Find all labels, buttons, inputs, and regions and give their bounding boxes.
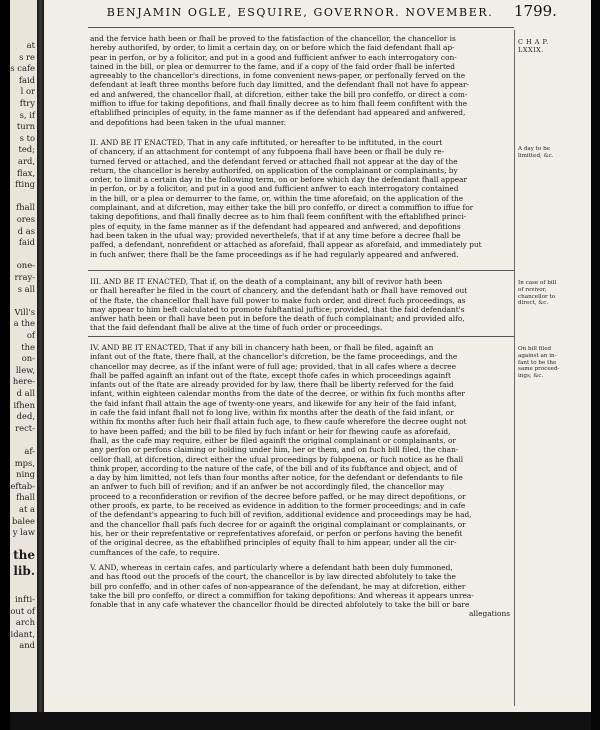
text-line: or fhall hereafter be filed in the court of chancery, and the defendant hath or fhall have removed out [90, 286, 468, 296]
text-line: taking depofitions, and fhall finally decree as to him fhall feem confiftent with the eftablifhed princi- [90, 212, 467, 222]
text-line: defendant at leaft three months before fuch day limitted, and the defendant fhall not have fo appear- [90, 80, 470, 90]
chapter-marker [518, 38, 568, 54]
left-page-fragment: Vill's [14, 306, 35, 317]
left-page-fragment: s, if [19, 109, 35, 120]
text-line: anfwer hath been or fhall have been put in before the death of fuch complainant; and provided alfo, [90, 314, 465, 324]
left-page-fragment: s all [17, 283, 35, 294]
left-page-fragment: ftry [19, 98, 35, 108]
left-page-fragment: ted; [18, 144, 35, 155]
text-line: fhall be paffed againft an infant out of the ftate, except thofe cafes in which proceedings againft [90, 370, 451, 380]
text-line: cumftances of the cafe, to require. [90, 547, 220, 557]
text-line: of the ftate, the chancellor fhall have full power to make fuch order, and direct fuch proceedings, as [90, 295, 466, 305]
text-line: turned ferved or attached, and the defendant ferved or attached fhall not appear at the day of the [90, 156, 458, 166]
text-line: a day by him limitted, not lefs than four months after notice, for the defendant or defendants to file [90, 473, 463, 483]
text-line: in the bill, or a plea or demurrer to the fame, or, within the time aforefaid, on the application of the [90, 193, 464, 203]
text-line: miffion to iffue for taking depofitions, and fhall finally decree as to him fhall feem confiftent with the [90, 99, 468, 109]
margin-note-infant-bill [518, 346, 568, 380]
text-line: think proper, according to the nature of the cafe, of the bill and of its fubftance and object, and of [90, 463, 457, 473]
text-line: that the faid defendant fhall be alive at the time of fuch order or proceedings. [90, 323, 383, 333]
left-page-fragment: s re [19, 51, 35, 62]
text-line: to have been paffed; and the bill to be filed by fuch infant or heir for fhewing caufe as aforefaid, [90, 426, 451, 436]
text-line: of chancery, if an attachment for contempt of any fubpoena fhall have been or fhall be duly re- [90, 147, 445, 157]
note-line: ings, &c. [518, 373, 544, 380]
text-line: other proofs, ex parte, to be received as evidence in addition to the former proceedings; and in cafe [90, 501, 466, 511]
text-line: and the chancellor fhall pafs fuch decree for or againft the original complainant or complainants, or [90, 519, 466, 529]
left-page-fragment: llew, [15, 364, 35, 375]
text-line: II. AND BE IT ENACTED, That in any cafe inftituted, or hereafter to be inftituted, in the court [90, 138, 443, 147]
text-line: of the original decree, as the eftablifhed principles of equity fhall to him appear, under all the cir- [90, 538, 457, 548]
text-line: in cafe the faid infant fhall not fo long live, within fix months after the death of the faid infant, or [90, 408, 454, 418]
text-line: bill pro confeffo, and in other cafes of non-appearance of the defendant, he may at difcretion, either [90, 581, 466, 591]
left-page-edge [10, 0, 37, 712]
left-page-fragment: fting [15, 179, 35, 190]
paragraph-1 [90, 34, 510, 127]
paragraph-5 [90, 563, 510, 619]
text-line: in fuch anfwer, there fhall be the fame proceedings as if he had regularly appeared and anfwered. [90, 249, 459, 259]
left-page-fragment: faid [18, 237, 35, 248]
text-line: and depofitions had been taken in the ufual manner. [90, 117, 286, 127]
paragraph-4 [90, 343, 510, 557]
chapter-number: LXXIX. [518, 46, 544, 54]
margin-rule [514, 30, 515, 706]
left-page-fragment: infti- [14, 594, 35, 604]
margin-note-bill-of-revivor [518, 280, 568, 307]
book-gutter [37, 0, 44, 712]
margin-note-day-limited [518, 146, 568, 160]
paragraph-2 [90, 138, 510, 259]
left-page-fragment: one- [16, 260, 35, 271]
note-line: same proceed- [518, 366, 560, 373]
left-page-fragment: l or [20, 86, 35, 97]
text-line: proceed to a reconfideration or revifion of the decree before paffed, or he may direct depofitions, or [90, 491, 466, 501]
text-line: V. AND, whereas in certain cafes, and particularly where a defendant hath been duly fummoned, [90, 563, 453, 572]
chapter-label: C H A P. [518, 38, 549, 46]
text-line: infant, within eighteen calendar months from the date of the decree, or within fix fuch months after [90, 389, 465, 399]
running-head: BENJAMIN OGLE, ESQUIRE, GOVERNOR. NOVEMBER. [106, 6, 494, 19]
text-line: and has ftood out the procefs of the court, the chancellor is by law directed abfolutely to take the [90, 572, 456, 582]
left-page-fragment: faid [18, 74, 35, 85]
left-page-fragment: the [21, 341, 35, 352]
left-page-fragment: y law [12, 527, 35, 538]
left-page-fragment: arch [15, 617, 35, 628]
note-line: In case of bill [518, 280, 557, 286]
text-line: pear in perfon, or by a folicitor, and put in a good and fufficient anfwer to each interrogatory con- [90, 52, 457, 62]
text-line: take the bill pro confeffo, or direct a commiffion for taking depofitions: And whereas it appears unrea- [90, 590, 474, 600]
text-line: and the fervice hath been or fhall be proved to the fatisfaction of the chancellor, the chancellor is [90, 34, 456, 43]
text-line: fonable that in any cafe whatever the chancellor fhould be directed abfolutely to take the bill or bare [90, 600, 470, 610]
left-page-fragment: on- [21, 353, 35, 364]
text-line: hereby authorifed, by order, to limit a certain day, on or before which the faid defendant fhall ap- [90, 43, 455, 53]
left-page-fragment: mps, [14, 457, 35, 468]
text-line: an anfwer to fuch bill of revifion; and if an anfwer be not accordingly filed, the chancellor may [90, 482, 445, 492]
text-line: his, her or their reprefentative or reprefentatives aforefaid, or perfon or perfons having the benefit [90, 528, 463, 538]
right-edge-shadow [591, 0, 600, 730]
bottom-shadow [10, 712, 591, 730]
left-page-fragment: rect- [15, 422, 35, 433]
left-page-fragment: at [26, 40, 35, 50]
left-page-fragment: d as [17, 225, 35, 236]
note-line: fant to be the [518, 359, 557, 366]
note-line: A day to be [518, 146, 550, 152]
left-page-fragment: rray- [14, 272, 35, 282]
page-year: 1799. [514, 2, 557, 20]
left-page-fragment: ded, [16, 411, 35, 422]
text-line: ed and anfwered, the chancellor fhall, at difcretion, either take the bill pro confeffo, or direct a com- [90, 89, 468, 99]
left-page-fragment: a the [13, 318, 35, 329]
text-line: ples of equity, in the fame manner as if the defendant had appeared and anfwered, and depofitions [90, 221, 461, 231]
text-line: infants out of the ftate are already provided for by law, there fhall be liberty referved for the faid [90, 380, 454, 390]
left-page-fragment: here- [12, 376, 35, 387]
left-page-fragment: turn [16, 121, 35, 132]
text-line: complainant, and at difcretion, may either take the bill pro confeffo, or direct a commiffion to iffue for [90, 203, 474, 213]
left-page-fragment: af- [24, 446, 35, 456]
left-page-fragment: d all [16, 388, 35, 398]
text-line: order, to limit a certain day in the following term, on or before which day the defendant fhall appear [90, 175, 468, 185]
left-page-fragment: eftab- [10, 480, 35, 491]
right-page [44, 0, 591, 712]
text-line: tained in the bill, or plea or demurrer to the fame, and if a copy of the faid order fhall be inferted [90, 61, 456, 71]
text-line: return, the chancellor is hereby authorifed, on application of the complainant or complainants, by [90, 165, 458, 175]
left-page-fragment: fhall [16, 202, 35, 213]
left-page-fragment: the [13, 548, 35, 563]
text-line: agreeably to the chancellor's directions, in fome convenient news-paper, or perfonally ferved on the [90, 71, 466, 81]
section-rule [88, 336, 514, 337]
left-page-fragment: balee [12, 515, 35, 526]
left-page-fragment: out of [10, 605, 35, 616]
note-line: of revivor, [518, 286, 547, 293]
text-line: allegations [469, 609, 510, 619]
note-line: chancellor to [518, 293, 556, 300]
section-rule [88, 270, 514, 271]
left-page-fragment: s to [19, 132, 35, 143]
book-spine-shadow [0, 0, 10, 730]
left-page-fragment: lib. [13, 564, 35, 579]
left-page-fragment: flax, [17, 167, 35, 178]
text-line: chancellor may decree, as if the infant were of full age; provided, that in all cafes where a decree [90, 361, 456, 371]
left-page-fragment: ifhen [13, 399, 35, 410]
paragraph-3 [90, 277, 510, 333]
left-page-fragment: and [19, 640, 35, 651]
text-line: the faid infant fhall attain the age of twenty-one years, and likewife for any heir of the faid infant, [90, 398, 457, 408]
text-line: fhall, as the cafe may require, either be filed againft the original complainant or complainants, or [90, 435, 456, 445]
left-page-fragment: of [26, 330, 35, 340]
text-line: may appear to him beft calculated to promote fubftantial juftice; provided, that the faid defendant's [90, 304, 465, 314]
note-line: On bill filed [518, 346, 552, 352]
text-line: within fix months after fuch heir fhall attain fuch age, to fhew caufe wherefore the decree ought not [90, 417, 467, 427]
text-line: any perfon or perfons claiming or holding under him, her or them, and on fuch bill filed, the chan- [90, 445, 459, 455]
left-page-fragment: idant, [10, 628, 35, 639]
left-page-fragment: at a [18, 504, 35, 514]
text-line: infant out of the ftate, there fhall, at the chancellor's difcretion, be the fame proceedings, and the [90, 352, 458, 362]
left-page-fragment: fhall [16, 492, 35, 503]
left-page-fragment: ard, [17, 156, 35, 166]
left-page-fragment: ning [16, 469, 35, 480]
text-line: cellor fhall, at difcretion, direct either the ufual proceedings by fubpoena, or fuch notice as he fhall [90, 454, 464, 464]
text-line: had been taken in the ufual way; provided neverthelefs, that if at any time before a decree fhall be [90, 230, 461, 240]
left-page-fragment: ores [16, 214, 35, 224]
note-line: against an in- [518, 352, 557, 359]
text-line: in perfon, or by a folicitor, and put in a good and fufficient anfwer to each interrogatory contained [90, 184, 459, 194]
left-page-fragment: s cafe [10, 63, 35, 74]
text-line: IV. AND BE IT ENACTED, That if any bill in chancery hath been, or fhall be filed, againft an [90, 343, 434, 352]
text-line: of the defendant's appearing to fuch bill of revifion, additional evidence and proceedings may be had, [90, 510, 472, 520]
text-line: paffed, a defendant, nonrefident or attached as aforefaid, fhall appear as aforefaid, and immediately put [90, 240, 482, 250]
note-line: limitted, &c. [518, 152, 554, 159]
note-line: direct, &c. [518, 300, 549, 307]
text-line: III. AND BE IT ENACTED, That if, on the death of a complainant, any bill of revivor hath been [90, 277, 443, 286]
header-rule [88, 27, 514, 28]
text-line: eftablifhed principles of equity, in the fame manner as if the defendant had appeared and anfwered, [90, 108, 466, 118]
